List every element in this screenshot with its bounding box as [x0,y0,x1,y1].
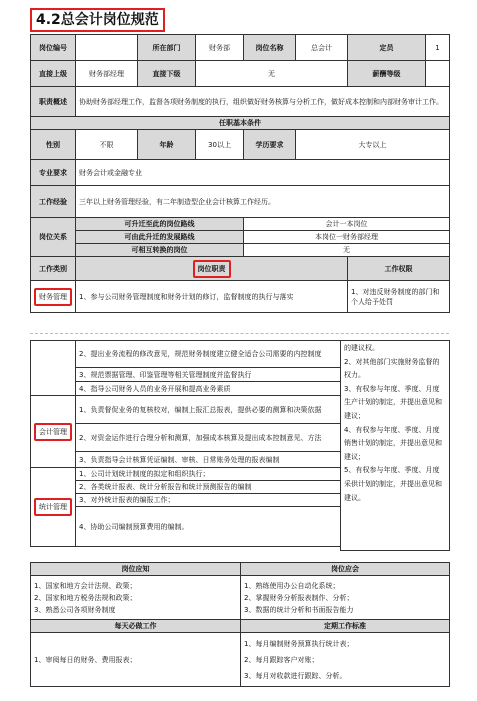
period-item-3: 3、每月对收款进行跟踪、分析。 [244,671,347,680]
page-break-line [30,333,449,335]
develop-label: 可由此升迁的发展路线 [76,231,244,244]
pos-no-value [76,35,138,61]
must-do-header: 岗位应会 [241,563,450,576]
daily-list [31,633,241,687]
acc-category [31,396,76,468]
promote-value: 会计一本岗位 [244,218,450,231]
category-label: 工作类别 [31,257,76,281]
fin-category-cont [31,341,76,396]
age-value: 30以上 [196,130,244,160]
fin-category-text: 财务管理 [34,288,72,306]
acc-duty-2: 2、对资金运作进行合理分析和测算，加强成本核算及提出成本控制意见、方法 [76,424,341,452]
section-title-box [30,8,165,32]
relation-label: 岗位关系 [31,218,76,257]
edu-value: 大专以上 [296,130,450,160]
superior-label: 直接上级 [31,61,76,87]
stat-category-text: 统计管理 [34,498,72,516]
promote-label: 可升迁至此的岗位路线 [76,218,244,231]
dept-value: 财务部 [196,35,244,61]
daily-header: 每天必做工作 [31,620,241,633]
auth-item-1: 1、对违反财务制度的部门和个人给予处罚 [348,281,450,313]
fin-duty-4: 4、指导公司财务人员的业务开展和提高业务素质 [76,382,341,396]
know-item-1: 1、国家和地方会计法规、政策； [34,581,137,590]
auth-line-3: 4、有权参与年度、季度、月度销售计划的制定，并提出意见和建议； [344,425,442,461]
do-item-1: 1、熟练使用办公自动化系统； [244,581,340,590]
major-label: 专业要求 [31,160,76,186]
stat-duty-4: 4、协助公司编制预算费用的编制。 [76,507,341,547]
fin-duty-3: 3、规范票据管理、印鉴管理等相关管理制度并监督执行 [76,368,341,382]
fin-duty-2: 2、提出业务流程的修改意见，规范财务制度建立健全适合公司需要的内控制度 [76,341,341,368]
acc-duty-1: 1、负责督促业务的复核校对，编制上报汇总报表，提供必要的测算和决策依据 [76,396,341,424]
stat-duty-1: 1、公司计划统计制度的拟定和组织执行； [76,468,341,481]
pay-value [426,61,450,87]
major-value: 财务会计或金融专业 [76,160,450,186]
edu-label: 学历要求 [244,130,296,160]
pos-name-label: 岗位名称 [244,35,296,61]
auth-list [341,341,450,551]
gender-value: 不限 [76,130,138,160]
acc-duty-3: 3、负责指导会计核算凭证编制、审核、日常账务处理的报表编制 [76,452,341,468]
subordinate-label: 直接下级 [138,61,196,87]
do-item-2: 2、掌握财务分析报表制作、分析； [244,593,354,602]
qual-header: 任职基本条件 [31,117,450,130]
auth-line-0: 的建议权。 [344,344,379,352]
period-header: 定期工作标准 [241,620,450,633]
duty-header [76,257,348,281]
duty-header-text: 岗位职责 [193,260,231,278]
acc-category-text: 会计管理 [34,423,72,441]
spacer-3 [31,549,76,551]
section-title: 4.2总会计岗位规范 [36,12,159,28]
daily-item-1: 1、审阅每日的财务、费用报表； [34,655,137,664]
auth-header: 工作权限 [348,257,450,281]
must-know-list [31,576,241,620]
exp-value: 三年以上财务管理经验，有二年制造型企业会计核算工作经历。 [76,186,450,218]
staff-label: 定员 [348,35,426,61]
subordinate-value: 无 [196,61,348,87]
spacer-4 [76,549,341,551]
transfer-value: 无 [244,244,450,257]
fin-duty-1: 1、参与公司财务管理制度和财务计划的修订，监督制度的执行与落实 [76,281,348,313]
auth-line-2: 3、有权参与年度、季度、月度生产计划的制定，并提出意见和建议； [344,384,442,420]
age-label: 年龄 [138,130,196,160]
stat-duty-3: 3、对外统计报表的编报工作； [76,494,341,507]
period-list [241,633,450,687]
dept-label: 所在部门 [138,35,196,61]
auth-line-4: 5、有权参与年度、季度、月度采供计划的制定，并提出意见和建议。 [344,466,442,502]
auth-line-1: 2、对其他部门实施财务监督的权力。 [344,357,440,380]
pos-no-label: 岗位编号 [31,35,76,61]
stat-category [31,468,76,547]
period-item-1: 1、每月编制财务预算执行统计表； [244,639,354,648]
know-item-3: 3、熟悉公司各项财务制度 [34,605,116,614]
must-know-header: 岗位应知 [31,563,241,576]
knowledge-table [30,562,450,687]
develop-value: 本岗位一财务部经理 [244,231,450,244]
must-do-list [241,576,450,620]
job-spec-table-page1 [30,34,450,313]
transfer-label: 可相互转换的岗位 [76,244,244,257]
job-spec-table-page2 [30,340,450,551]
staff-value: 1 [426,35,450,61]
exp-label: 工作经验 [31,186,76,218]
fin-category [31,281,76,313]
pay-label: 薪酬等级 [348,61,426,87]
summary-value: 协助财务部经理工作，监督各项财务制度的执行，组织做好财务核算与分析工作，做好成本控制和内部财务审计工作。 [76,87,450,117]
superior-value: 财务部经理 [76,61,138,87]
do-item-3: 3、数据的统计分析和书面报告能力 [244,605,354,614]
gender-label: 性别 [31,130,76,160]
summary-label: 职责概述 [31,87,76,117]
stat-duty-2: 2、各类统计报表、统计分析报告和统计预测报告的编制 [76,481,341,494]
period-item-2: 2、每月跟踪客户对账； [244,655,319,664]
pos-name-value: 总会计 [296,35,348,61]
know-item-2: 2、国家和地方税务法规和政策； [34,593,137,602]
